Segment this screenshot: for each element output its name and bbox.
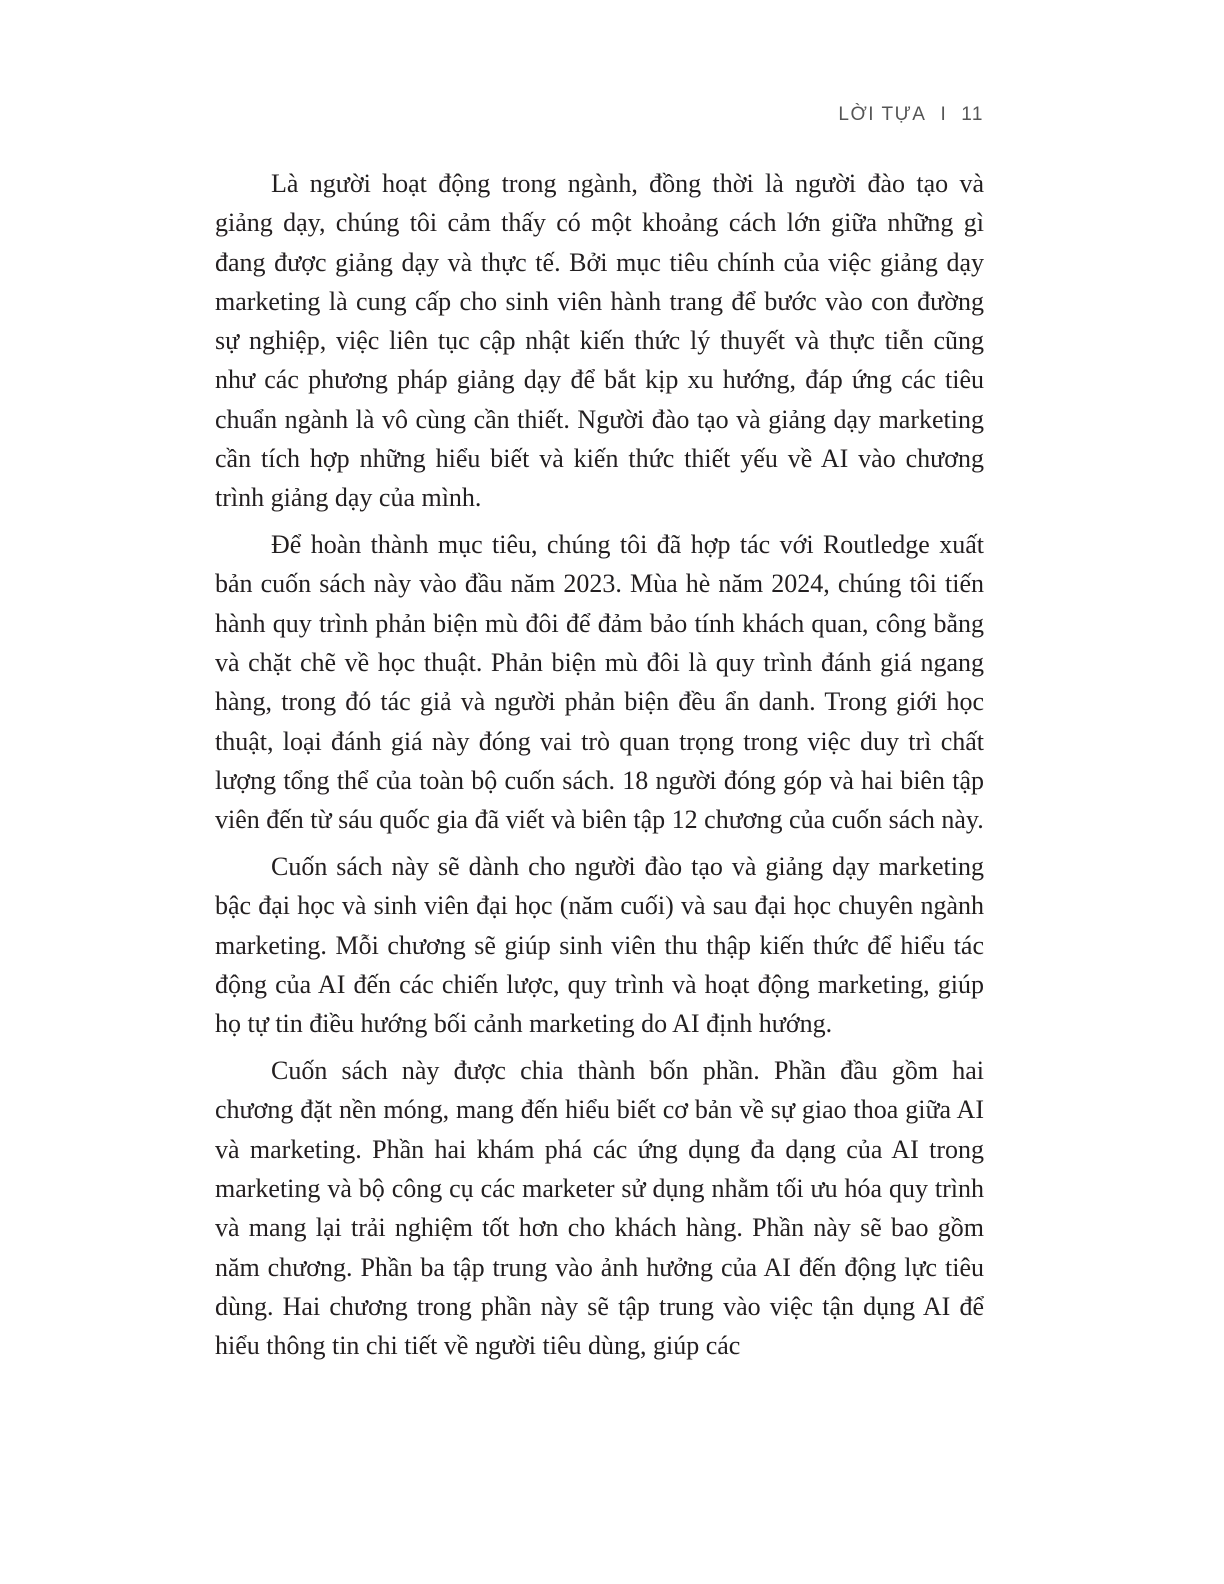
paragraph-1: Là người hoạt động trong ngành, đồng thời là người đào tạo và giảng dạy, chúng tôi cảm thấy có một khoảng cách lớn giữa những gì đang được giảng dạy và thực tế. Bởi mục tiêu chính của việc giảng dạy marketing là cung cấp cho sinh viên hành trang để bước vào con đường sự nghiệp, việc liên tục cập nhật kiến thức lý thuyết và thực tiễn cũng như các phương pháp giảng dạy để bắt kịp xu hướng, đáp ứng các tiêu chuẩn ngành là vô cùng cần thiết. Người đào tạo và giảng dạy marketing cần tích hợp những hiểu biết và kiến thức thiết yếu về AI vào chương trình giảng dạy của mình. bbox=[215, 169, 984, 513]
page-number: 11 bbox=[961, 104, 984, 125]
body-text bbox=[215, 164, 984, 1373]
section-title: LỜI TỰA bbox=[838, 104, 927, 125]
paragraph-2: Để hoàn thành mục tiêu, chúng tôi đã hợp tác với Routledge xuất bản cuốn sách này vào đầu năm 2023. Mùa hè năm 2024, chúng tôi tiến hành quy trình phản biện mù đôi để đảm bảo tính khách quan, công bằng và chặt chẽ về học thuật. Phản biện mù đôi là quy trình đánh giá ngang hàng, trong đó tác giả và người phản biện đều ẩn danh. Trong giới học thuật, loại đánh giá này đóng vai trò quan trọng trong việc duy trì chất lượng tổng thể của toàn bộ cuốn sách. 18 người đóng góp và hai biên tập viên đến từ sáu quốc gia đã viết và biên tập 12 chương của cuốn sách này. bbox=[215, 530, 984, 835]
paragraph-4: Cuốn sách này được chia thành bốn phần. Phần đầu gồm hai chương đặt nền móng, mang đến hiểu biết cơ bản về sự giao thoa giữa AI và marketing. Phần hai khám phá các ứng dụng đa dạng của AI trong marketing và bộ công cụ các marketer sử dụng nhằm tối ưu hóa quy trình và mang lại trải nghiệm tốt hơn cho khách hàng. Phần này sẽ bao gồm năm chương. Phần ba tập trung vào ảnh hưởng của AI đến động lực tiêu dùng. Hai chương trong phần này sẽ tập trung vào việc tận dụng AI để hiểu thông tin chi tiết về người tiêu dùng, giúp các bbox=[215, 1056, 984, 1361]
running-header bbox=[838, 104, 984, 126]
paragraph-3: Cuốn sách này sẽ dành cho người đào tạo và giảng dạy marketing bậc đại học và sinh viên đại học (năm cuối) và sau đại học chuyên ngành marketing. Mỗi chương sẽ giúp sinh viên thu thập kiến thức để hiểu tác động của AI đến các chiến lược, quy trình và hoạt động marketing, giúp họ tự tin điều hướng bối cảnh marketing do AI định hướng. bbox=[215, 852, 984, 1039]
header-separator: I bbox=[940, 104, 948, 125]
